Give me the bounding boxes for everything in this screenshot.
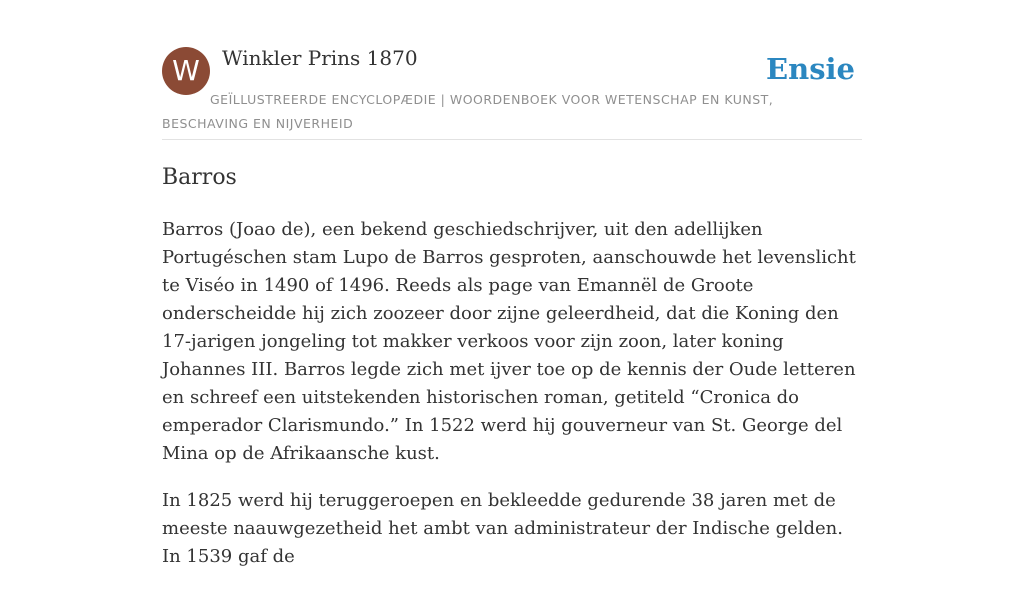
article-title: Barros xyxy=(162,165,237,190)
article-paragraph-1: Barros (Joao de), een bekend geschiedschrijver, uit den adellijken Portugéschen stam Lupo de Barros gesproten, aanschouwde het levenslicht te Viséo in 1490 of 1496. Reeds als page van Emannël de Groote onderscheidde hij zich zoozeer door zijne geleerdheid, dat die Koning den 17-jarigen jongeling tot makker verkoos voor zijn zoon, later koning Johannes III. Barros legde zich met ijver toe op de kennis der Oude letteren en schreef een uitstekenden historischen roman, getiteld “Cronica do emperador Clarismundo.” In 1522 werd hij gouverneur van St. George del Mina op de Afrikaansche kust. xyxy=(162,219,856,464)
ensie-logo[interactable]: Ensie xyxy=(766,52,855,86)
article-paragraph-2: In 1825 werd hij teruggeroepen en bekleedde gedurende 38 jaren met de meeste naauwgezetheid het ambt van administrateur der Indische gelden. In 1539 gaf de xyxy=(162,490,843,567)
source-subtitle: GEÏLLUSTREERDE ENCYCLOPÆDIE | WOORDENBOEK VOOR WETENSCHAP EN KUNST, BESCHAVING EN NIJVERHEID xyxy=(162,92,774,131)
header-divider xyxy=(162,139,862,140)
avatar[interactable]: W xyxy=(162,47,210,95)
article-body xyxy=(162,216,866,590)
source-title[interactable]: Winkler Prins 1870 xyxy=(222,46,418,70)
